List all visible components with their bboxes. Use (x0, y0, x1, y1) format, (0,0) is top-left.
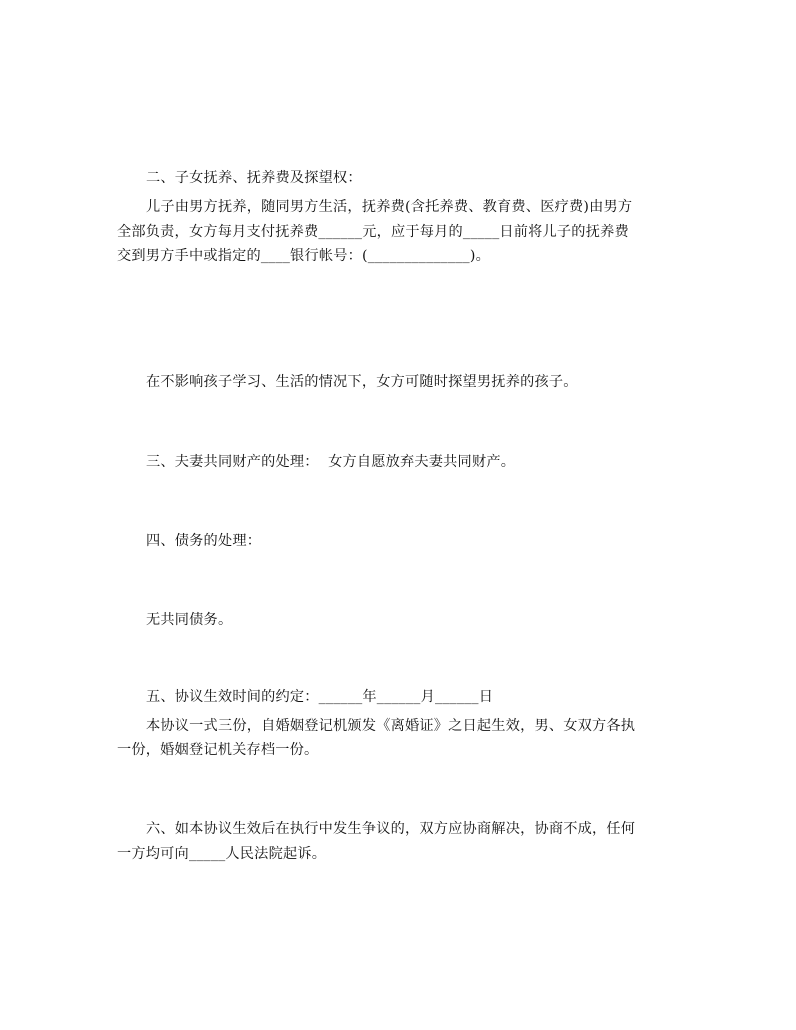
text-line: 六、如本协议生效后在执行中发生争议的，双方应协商解决，协商不成，任何 (146, 821, 636, 837)
text-line: 一方均可向_____人民法院起诉。 (117, 846, 327, 862)
text-line: 四、债务的处理： (146, 533, 262, 549)
text-line: 在不影响孩子学习、生活的情况下，女方可随时探望男抚养的孩子。 (146, 374, 578, 390)
text-line: 一份，婚姻登记机关存档一份。 (117, 742, 319, 758)
text-line: 五、协议生效时间的约定：______年______月______日 (146, 689, 494, 705)
text-line: 三、夫妻共同财产的处理： 女方自愿放弃夫妻共同财产。 (146, 454, 516, 470)
text-line: 二、子女抚养、抚养费及探望权： (146, 170, 362, 186)
text-line: 无共同债务。 (146, 612, 233, 628)
text-line: 本协议一式三份，自婚姻登记机颁发《离婚证》之日起生效，男、女双方各执 (146, 718, 636, 734)
text-line: 交到男方手中或指定的____银行帐号：(______________)。 (117, 248, 490, 264)
text-line: 全部负责，女方每月支付抚养费______元，应于每月的_____日前将儿子的抚养费 (117, 224, 629, 240)
text-line: 儿子由男方抚养，随同男方生活，抚养费(含托养费、教育费、医疗费)由男方 (146, 199, 633, 215)
